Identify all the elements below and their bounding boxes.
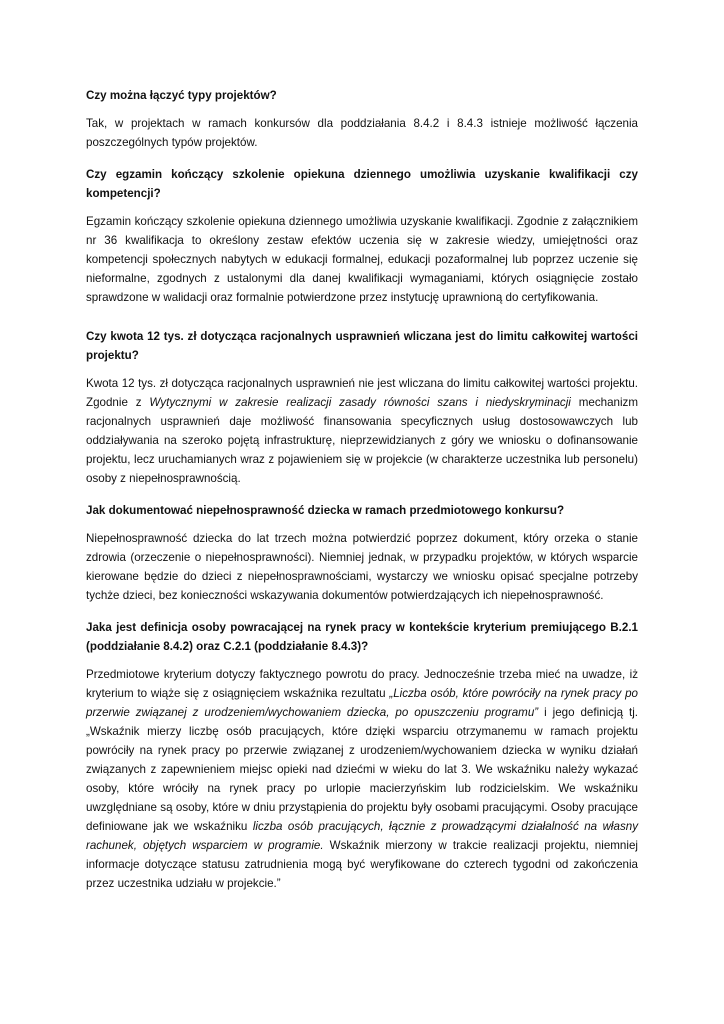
answer-text: i jego definicją tj. „Wskaźnik mierzy liczbę osób pracujących, które dzięki wsparciu otrzymanemu w ramach projektu powróciły na rynek pracy po przerwie związanej z urodzeniem/wychowaniem dziecka w wyniku działań związanych z zapewnieniem miejsc opieki nad dziećmi w wieku do lat 3. We wskaźniku należy wykazać osoby, które wróciły na rynek pracy po urlopie macierzyńskim lub rodzicielskim. We wskaźniku uwzględniane są osoby, które w dniu przystąpienia do projektu były osobami pracującymi. Osoby pracujące definiowane jak we wskaźniku (86, 706, 638, 833)
question-heading: Czy egzamin kończący szkolenie opiekuna dziennego umożliwia uzyskanie kwalifikacji czy kompetencji? (86, 168, 638, 200)
answer-text: Przedmiotowe kryterium dotyczy faktycznego powrotu do pracy. Jednocześnie trzeba mieć na uwadze, iż kryterium to wiąże się z osiągnięciem wskaźnika rezultatu (86, 668, 638, 700)
answer-text: Kwota 12 tys. zł dotycząca racjonalnych usprawnień nie jest wliczana do limitu całkowitej wartości projektu. Zgodnie z (86, 377, 638, 409)
answer-italic-text: „Liczba osób, które powróciły na rynek pracy po przerwie związanej z urodzeniem/wychowaniem dziecka, po opuszczeniu programu” (86, 687, 638, 719)
answer-paragraph: Niepełnosprawność dziecka do lat trzech można potwierdzić poprzez dokument, który orzeka o stanie zdrowia (orzeczenie o niepełnosprawności). Niemniej jednak, w przypadku projektów, w których wsparcie kierowane będzie do dzieci z niepełnosprawnościami, wystarczy we wniosku opisać specjalne potrzeby tychże dzieci, bez konieczności wskazywania dokumentów potwierdzających ich niepełnosprawność. (86, 532, 638, 602)
question-heading: Jak dokumentować niepełnosprawność dziecka w ramach przedmiotowego konkursu? (86, 504, 565, 517)
question-heading: Jaka jest definicja osoby powracającej na rynek pracy w kontekście kryterium premiującego B.2.1 (poddziałanie 8.4.2) oraz C.2.1 (poddziałanie 8.4.3)? (86, 621, 638, 653)
answer-paragraph (86, 374, 638, 488)
answer-paragraph (86, 665, 638, 893)
answer-paragraph: Tak, w projektach w ramach konkursów dla poddziałania 8.4.2 i 8.4.3 istnieje możliwość łączenia poszczególnych typów projektów. (86, 117, 638, 149)
answer-paragraph: Egzamin kończący szkolenie opiekuna dziennego umożliwia uzyskanie kwalifikacji. Zgodnie z załącznikiem nr 36 kwalifikacja to określony zestaw efektów uczenia się w zakresie wiedzy, umiejętności oraz kompetencji społecznych nabytych w edukacji formalnej, edukacji pozaformalnej lub poprzez uczenie się nieformalne, zgodnych z ustalonymi dla danej kwalifikacji wymaganiami, których osiągnięcie zostało sprawdzone w walidacji oraz formalnie potwierdzone przez instytucję uprawnioną do certyfikowania. (86, 215, 638, 304)
answer-text: Wskaźnik mierzony w trakcie realizacji projektu, niemniej informacje dotyczące statusu zatrudnienia mogą być weryfikowane do czterech tygodni od zakończenia przez uczestnika udziału w projekcie.” (86, 839, 638, 890)
question-heading: Czy kwota 12 tys. zł dotycząca racjonalnych usprawnień wliczana jest do limitu całkowitej wartości projektu? (86, 330, 638, 362)
document-page (86, 86, 638, 904)
answer-italic-text: liczba osób pracujących, łącznie z prowadzącymi działalność na własny rachunek, objętych wsparciem w programie. (86, 820, 639, 852)
question-heading: Czy można łączyć typy projektów? (86, 89, 277, 102)
answer-text: mechanizm racjonalnych usprawnień daje możliwość finansowania specyficznych usług dostosowawczych lub oddziaływania na szeroko pojętą infrastrukturę, nieprzewidzianych z góry we wniosku o dofinansowanie projektu, lecz uruchamianych wraz z pojawieniem się w projekcie (w charakterze uczestnika lub personelu) osoby z niepełnosprawnością. (86, 396, 638, 485)
answer-italic-text: Wytycznymi w zakresie realizacji zasady równości szans i niedyskryminacji (149, 396, 571, 409)
